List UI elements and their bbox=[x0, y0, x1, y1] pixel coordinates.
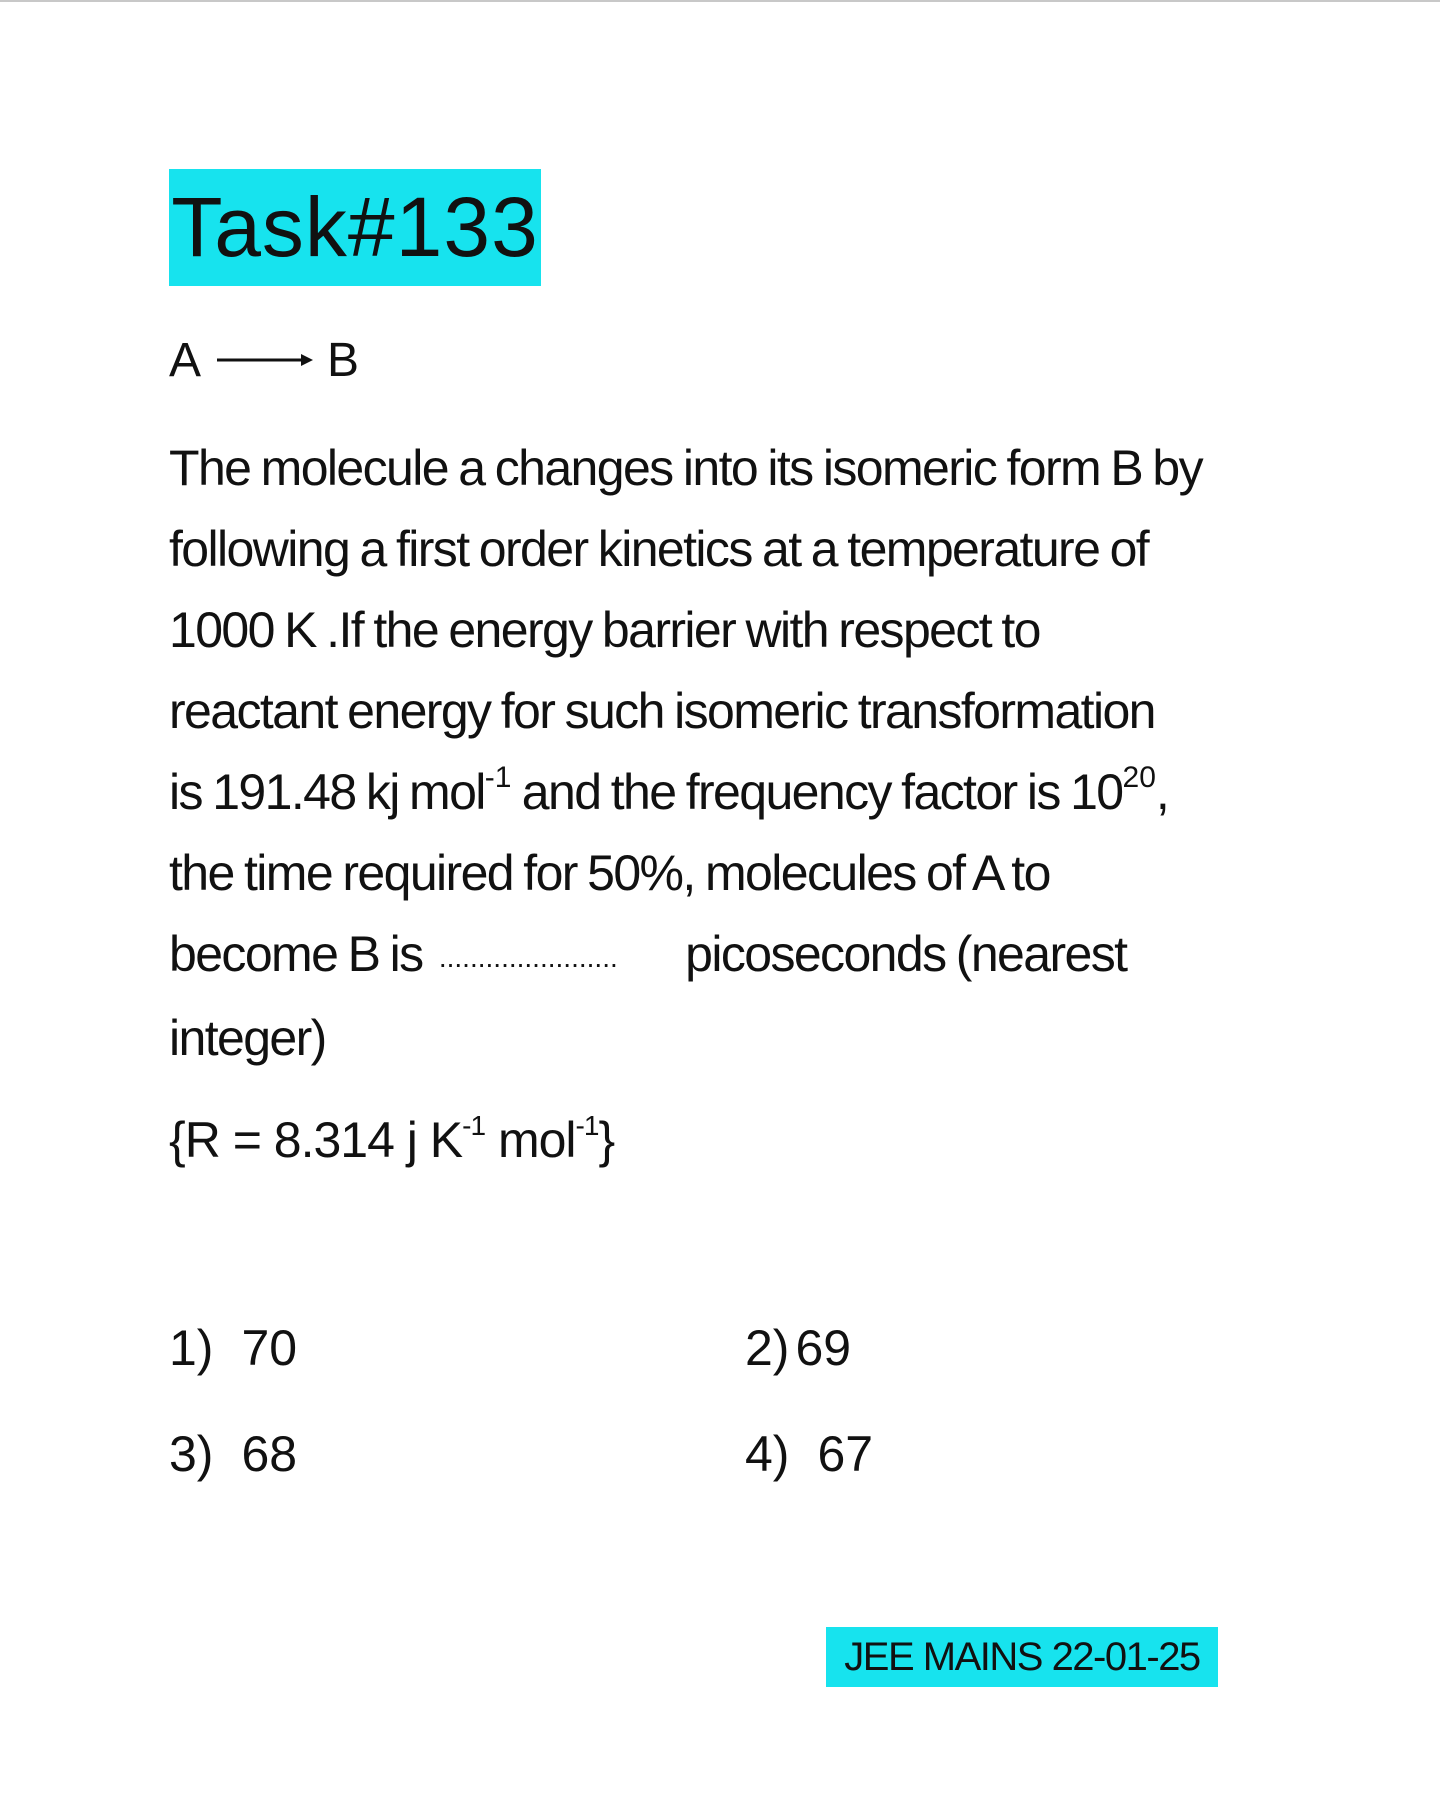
option-value: 70 bbox=[241, 1320, 298, 1376]
product-label: B bbox=[327, 333, 360, 387]
option-number: 1) bbox=[169, 1320, 214, 1376]
option-number: 4) bbox=[745, 1426, 790, 1482]
question-line bbox=[169, 914, 1299, 998]
option-2[interactable] bbox=[745, 1316, 851, 1380]
constant-text: {R = 8.314 j K bbox=[169, 1112, 463, 1168]
question-text-span: become B is bbox=[169, 926, 433, 982]
question-line: The molecule a changes into its isomeric form B by bbox=[169, 440, 1203, 496]
option-number: 3) bbox=[169, 1426, 214, 1482]
constant-text: } bbox=[598, 1112, 615, 1168]
superscript: 20 bbox=[1122, 761, 1156, 794]
question-line: following a first order kinetics at a temperature of bbox=[169, 521, 1149, 577]
question-line bbox=[169, 752, 1299, 833]
question-text-span: , bbox=[1155, 764, 1169, 820]
option-1[interactable] bbox=[169, 1316, 297, 1380]
question-text bbox=[169, 428, 1299, 1079]
question-line: reactant energy for such isomeric transformation bbox=[169, 683, 1155, 739]
option-4[interactable] bbox=[745, 1422, 873, 1486]
reaction-equation bbox=[169, 330, 359, 390]
task-title: Task#133 bbox=[169, 169, 541, 286]
gas-constant bbox=[169, 1105, 614, 1175]
superscript: -1 bbox=[575, 1110, 599, 1141]
reaction-arrow-icon bbox=[217, 350, 313, 370]
source-badge: JEE MAINS 22-01-25 bbox=[826, 1627, 1218, 1687]
superscript: -1 bbox=[462, 1110, 486, 1141]
question-line: the time required for 50%, molecules of A to bbox=[169, 845, 1050, 901]
option-value: 68 bbox=[241, 1426, 298, 1482]
question-text-span: and the frequency factor is 10 bbox=[511, 764, 1123, 820]
top-divider bbox=[0, 0, 1440, 2]
option-value: 67 bbox=[817, 1426, 874, 1482]
question-line: integer) bbox=[169, 1010, 326, 1066]
constant-text: mol bbox=[485, 1112, 576, 1168]
option-value: 69 bbox=[795, 1320, 852, 1376]
superscript: -1 bbox=[484, 761, 512, 794]
answer-blank: ....................... bbox=[438, 942, 618, 973]
option-3[interactable] bbox=[169, 1422, 297, 1486]
option-number: 2) bbox=[745, 1320, 790, 1376]
question-text-span: picoseconds (nearest bbox=[674, 926, 1127, 982]
question-text-span: is 191.48 kj mol bbox=[169, 764, 485, 820]
reactant-label: A bbox=[169, 333, 202, 387]
question-line: 1000 K .If the energy barrier with respect to bbox=[169, 602, 1040, 658]
